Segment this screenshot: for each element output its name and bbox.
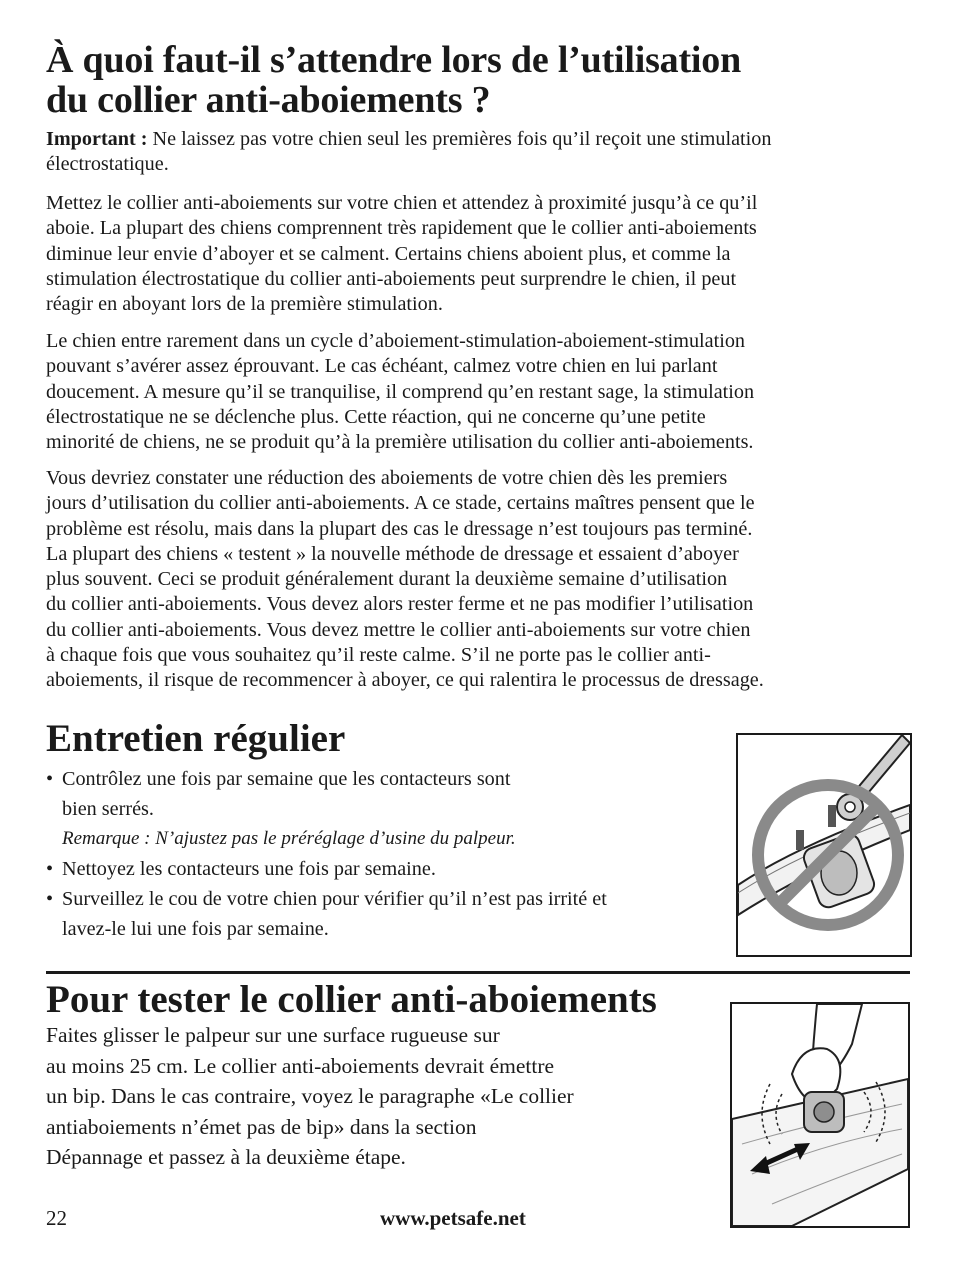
- page-title: [46, 40, 926, 120]
- list-item: [46, 854, 716, 884]
- paragraph-line: électrostatique ne se déclenche plus. Cette réaction, qui ne concerne qu’une petite: [46, 405, 706, 428]
- section-title-maintenance: Entretien régulier: [46, 717, 346, 760]
- page-title-line-1: À quoi faut-il s’attendre lors de l’utilisation: [46, 39, 742, 81]
- paragraph-3: [46, 466, 916, 694]
- website-url[interactable]: www.petsafe.net: [380, 1206, 526, 1230]
- list-item-text: Surveillez le cou de votre chien pour vérifier qu’il n’est pas irrité et: [62, 888, 607, 910]
- paragraph-line: pouvant s’avérer assez éprouvant. Le cas échéant, calmez votre chien en lui parlant: [46, 355, 718, 378]
- paragraph-line: stimulation électrostatique du collier anti-aboiements peut surprendre le chien, il peut: [46, 267, 737, 290]
- important-note: [46, 127, 916, 178]
- test-figure: [730, 1002, 910, 1228]
- paragraph-line: diminue leur envie d’aboyer et se calment. Certains chiens aboient plus, et comme la: [46, 242, 731, 265]
- bullet-mark: •: [46, 888, 54, 910]
- paragraph-line: Faites glisser le palpeur sur une surface rugueuse sur: [46, 1023, 500, 1047]
- bullet-mark: •: [46, 858, 54, 880]
- list-item: [46, 884, 716, 944]
- paragraph-line: Le chien entre rarement dans un cycle d’aboiement-stimulation-aboiement-stimulation: [46, 330, 746, 352]
- paragraph-line: Dépannage et passez à la deuxième étape.: [46, 1145, 406, 1169]
- list-item-text: bien serrés.: [62, 798, 154, 820]
- paragraph-line: du collier anti-aboiements. Vous devez mettre le collier anti-aboiements sur votre chien: [46, 618, 751, 641]
- maintenance-remark: Remarque : N’ajustez pas le préréglage d’usine du palpeur.: [62, 828, 516, 849]
- page-number: 22: [46, 1206, 67, 1230]
- paragraph-line: un bip. Dans le cas contraire, voyez le paragraphe «Le collier: [46, 1084, 574, 1108]
- important-text-1: Ne laissez pas votre chien seul les premières fois qu’il reçoit une stimulation: [147, 128, 772, 150]
- maintenance-list: [46, 764, 716, 944]
- section-title-test: Pour tester le collier anti-aboiements: [46, 978, 657, 1021]
- list-item: [46, 764, 716, 824]
- list-item-text: Nettoyez les contacteurs une fois par semaine.: [62, 858, 436, 880]
- slide-sensor-test-icon: [732, 1004, 908, 1226]
- no-wrench-adjust-icon: [738, 735, 910, 955]
- paragraph-line: minorité de chiens, ne se produit qu’à la première utilisation du collier anti-aboiements.: [46, 431, 754, 454]
- important-text-2: électrostatique.: [46, 153, 169, 176]
- paragraph-line: aboie. La plupart des chiens comprennent très rapidement que le collier anti-aboiements: [46, 217, 757, 240]
- paragraph-1: [46, 191, 916, 317]
- paragraph-line: plus souvent. Ceci se produit généralement durant la deuxième semaine d’utilisation: [46, 568, 728, 591]
- page-title-line-2: du collier anti-aboiements ?: [46, 79, 491, 121]
- bullet-mark: •: [46, 768, 54, 790]
- list-item-text: lavez-le lui une fois par semaine.: [62, 918, 329, 940]
- list-item-text: Contrôlez une fois par semaine que les contacteurs sont: [62, 768, 511, 790]
- paragraph-line: Mettez le collier anti-aboiements sur votre chien et attendez à proximité jusqu’à ce qu’il: [46, 192, 758, 214]
- paragraph-line: Vous devriez constater une réduction des aboiements de votre chien dès les premiers: [46, 467, 728, 489]
- paragraph-2: [46, 329, 916, 455]
- paragraph-line: au moins 25 cm. Le collier anti-aboiements devrait émettre: [46, 1053, 555, 1078]
- important-label: Important :: [46, 128, 148, 150]
- paragraph-line: La plupart des chiens « testent » la nouvelle méthode de dressage et essaient d’aboyer: [46, 542, 739, 565]
- paragraph-line: à chaque fois que vous souhaitez qu’il reste calme. S’il ne porte pas le collier anti-: [46, 644, 711, 667]
- paragraph-line: problème est résolu, mais dans la plupart des cas le dressage n’est toujours pas terminé.: [46, 517, 753, 540]
- section-divider: [46, 971, 910, 974]
- no-adjust-figure: [736, 733, 912, 957]
- paragraph-line: du collier anti-aboiements. Vous devez alors rester ferme et ne pas modifier l’utilisation: [46, 593, 754, 616]
- test-instructions: [46, 1020, 726, 1173]
- paragraph-line: antiaboiements n’émet pas de bip» dans la section: [46, 1114, 477, 1139]
- paragraph-line: jours d’utilisation du collier anti-aboiements. A ce stade, certains maîtres pensent que le: [46, 492, 755, 515]
- paragraph-line: réagir en aboyant lors de la première stimulation.: [46, 293, 443, 316]
- paragraph-line: doucement. A mesure qu’il se tranquilise, il comprend qu’en restant sage, la stimulation: [46, 380, 755, 403]
- paragraph-line: aboiements, il risque de recommencer à aboyer, ce qui ralentira le processus de dressage.: [46, 669, 764, 692]
